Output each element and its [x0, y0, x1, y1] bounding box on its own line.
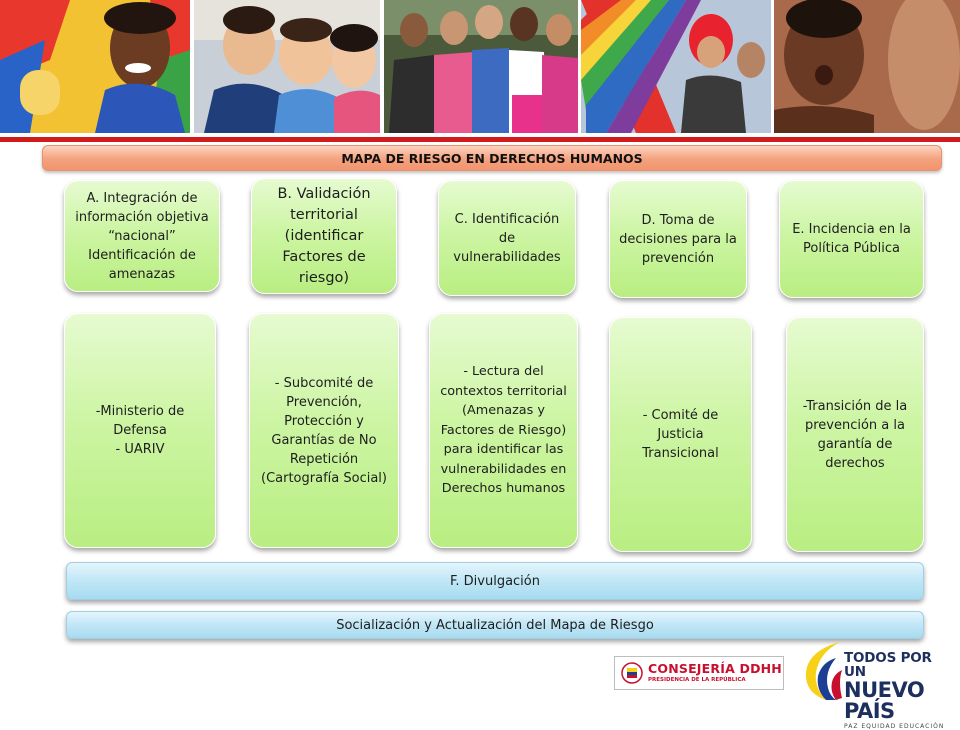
pais-line2: NUEVO PAÍS: [844, 678, 925, 723]
shield-icon: [621, 662, 643, 684]
photo-carnival-woman: [0, 0, 190, 133]
photo-rainbow-flag: [581, 0, 771, 133]
step-a-box: A. Integración de información objetiva “nacional” Identificación de amenazas: [64, 180, 220, 292]
step-e-box: E. Incidencia en la Política Pública: [779, 180, 924, 298]
photo-children: [194, 0, 380, 133]
actors-d-box: - Comité de Justicia Transicional: [609, 317, 752, 552]
photo-boy: [774, 0, 960, 133]
consejeria-subtitle: PRESIDENCIA DE LA REPÚBLICA: [648, 676, 746, 683]
actors-a-box: -Ministerio de Defensa - UARIV: [64, 313, 216, 548]
photo-banner: [0, 0, 960, 133]
consejeria-logo: [614, 656, 784, 690]
diagram-title: MAPA DE RIESGO EN DERECHOS HUMANOS: [42, 145, 942, 171]
pais-line1: TODOS POR UN: [844, 650, 932, 680]
actors-e-box: -Transición de la prevención a la garantía de derechos: [786, 317, 924, 552]
divulgacion-bar: F. Divulgación: [66, 562, 924, 600]
step-c-box: C. Identificación de vulnerabilidades: [438, 180, 576, 296]
pais-tagline: PAZ EQUIDAD EDUCACIÓN: [844, 723, 945, 730]
actors-c-box: - Lectura del contextos territorial (Amenazas y Factores de Riesgo) para identificar las vulnerabilidades en Derechos humanos: [429, 313, 578, 548]
step-d-box: D. Toma de decisiones para la prevención: [609, 180, 747, 298]
nuevo-pais-logo: [800, 638, 950, 730]
photo-youth-group: [384, 0, 578, 133]
consejeria-name: CONSEJERÍA DDHH: [648, 661, 782, 676]
accent-divider: [0, 137, 960, 142]
flag-swoosh-icon: [800, 638, 844, 702]
step-b-box: B. Validación territorial (identificar Factores de riesgo): [251, 178, 397, 294]
actors-b-box: - Subcomité de Prevención, Protección y Garantías de No Repetición (Cartografía Social): [249, 313, 399, 548]
socializacion-bar: Socialización y Actualización del Mapa de Riesgo: [66, 611, 924, 639]
